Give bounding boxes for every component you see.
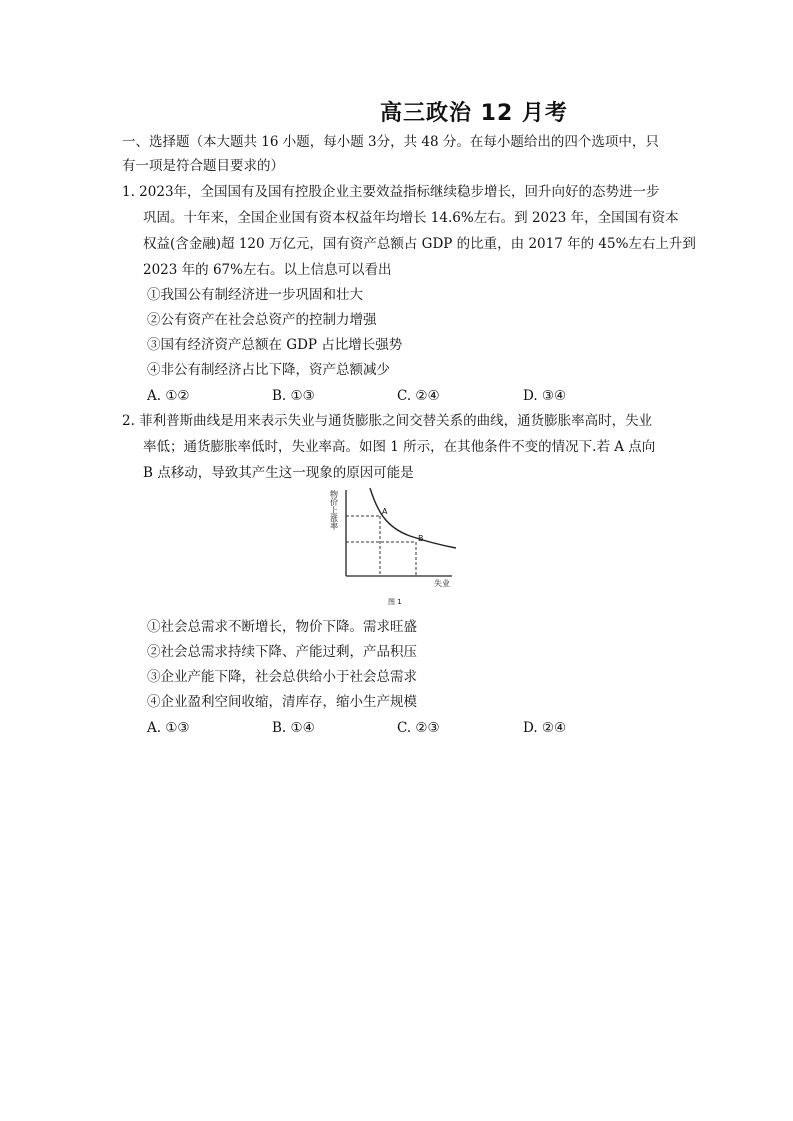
q1-stem-line-4: 2023 年的 67%左右。以上信息可以看出 — [143, 262, 392, 278]
q2-option-b[interactable]: B. ①④ — [272, 720, 315, 736]
point-b-label: B — [418, 534, 424, 543]
q1-option-a[interactable]: A. ①② — [147, 388, 190, 404]
y-axis-label: 物价上涨率 — [330, 490, 339, 530]
q2-option-d[interactable]: D. ②④ — [523, 720, 567, 736]
phillips-curve-chart — [330, 484, 466, 612]
q1-statement-1: ①我国公有制经济进一步巩固和壮大 — [147, 287, 363, 303]
q1-statement-4: ④非公有制经济占比下降，资产总额减少 — [147, 362, 390, 378]
q2-statement-4: ④企业盈利空间收缩，清库存，缩小生产规模 — [147, 694, 417, 710]
q1-option-d[interactable]: D. ③④ — [523, 388, 567, 404]
q1-statement-2: ②公有资产在社会总资产的控制力增强 — [147, 312, 377, 328]
q2-statement-1: ①社会总需求不断增长，物价下降。需求旺盛 — [147, 619, 417, 635]
point-a-label: A — [382, 507, 388, 516]
q2-stem-line-2: 率低；通货膨胀率低时，失业率高。如图 1 所示，在其他条件不变的情况下.若 A 点向 — [143, 439, 656, 455]
q1-option-c[interactable]: C. ②④ — [397, 388, 440, 404]
x-axis-label: 失业 — [434, 579, 450, 588]
q2-stem-line-1: 2. 菲利普斯曲线是用来表示失业与通货膨胀之间交替关系的曲线，通货膨胀率高时，失业 — [122, 413, 653, 429]
phillips-curve-figure — [330, 484, 466, 612]
q1-option-b[interactable]: B. ①③ — [272, 388, 315, 404]
q2-statement-3: ③企业产能下降，社会总供给小于社会总需求 — [147, 669, 417, 685]
q1-stem-line-2: 巩固。十年来，全国企业国有资本权益年均增长 14.6%左右。到 2023 年，全国国有资本 — [143, 210, 679, 226]
page-title: 高三政治 12 月考 — [380, 101, 568, 126]
phillips-curve — [370, 488, 456, 548]
q2-option-a[interactable]: A. ①③ — [147, 720, 190, 736]
section-heading-line-2: 有一项是符合题目要求的） — [122, 158, 284, 174]
q1-stem-line-3: 权益(含金融)超 120 万亿元，国有资产总额占 GDP 的比重，由 2017 年的 45%左右上升到 — [143, 236, 696, 252]
q2-option-c[interactable]: C. ②③ — [397, 720, 440, 736]
q1-stem-line-1: 1. 2023年，全国国有及国有控股企业主要效益指标继续稳步增长，回升向好的态势进一步 — [122, 184, 660, 200]
q2-stem-line-3: B 点移动，导致其产生这一现象的原因可能是 — [143, 465, 414, 481]
section-heading-line-1: 一、选择题（本大题共 16 小题，每小题 3分，共 48 分。在每小题给出的四个选项中，只 — [122, 134, 659, 150]
q1-statement-3: ③国有经济资产总额在 GDP 占比增长强势 — [147, 337, 403, 353]
q2-statement-2: ②社会总需求持续下降、产能过剩，产品积压 — [147, 644, 417, 660]
figure-caption: 图 1 — [388, 598, 402, 606]
